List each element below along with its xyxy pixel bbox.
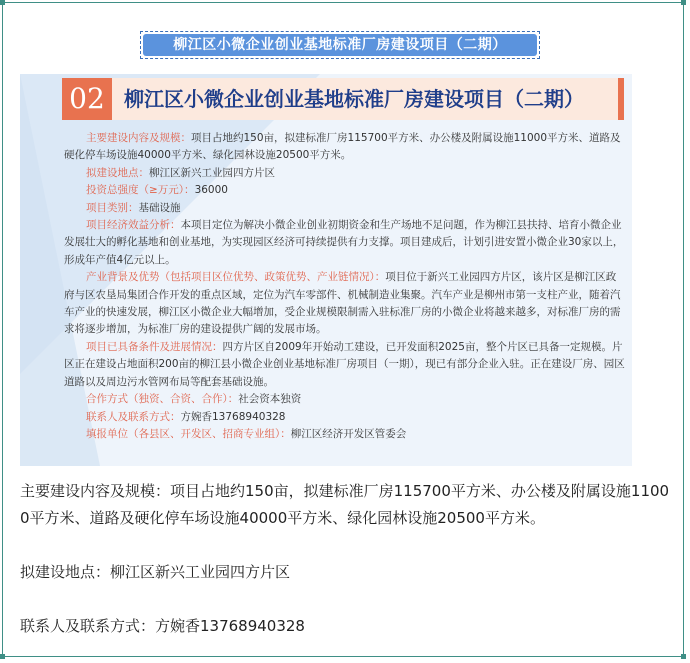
field-value: 柳江区新兴工业园四方片区	[149, 166, 275, 179]
card-banner	[62, 78, 624, 120]
field-location	[64, 165, 626, 182]
field-label: 合作方式（独资、合资、合作）：	[86, 393, 239, 406]
field-value: 36000	[194, 184, 228, 197]
frame-corner	[0, 0, 5, 5]
field-value: 项目占地约150亩，拟建标准厂房115700平方米、办公楼及附属设施11000平方米、道路及硬化停车场设施40000平方米、绿化园林设施20500平方米。	[64, 132, 621, 162]
frame-corner	[681, 654, 686, 659]
project-number: 02	[62, 78, 112, 120]
field-label: 主要建设内容及规模：	[86, 132, 191, 144]
field-label: 项目已具备条件及进展情况：	[86, 340, 223, 353]
field-value: 项目位于新兴工业园四方片区，该片区是柳江区政府与区农垦局集团合作开发的重点区域，定位为汽车零部件、机械制造业集聚。汽车产业是柳州市第一支柱产业，随着汽车产业的快速发展，柳江区小微企业大幅增加，受企业规模限制需入驻标准厂房的小微企业将越来越多，对标准厂房的需求将逐步增加，为标准厂房的建设提供广阔的发展市场。	[64, 271, 621, 336]
field-label: 项目经济效益分析：	[86, 219, 181, 232]
field-label: 投资总强度（≥万元）：	[86, 184, 195, 197]
field-value: 四方片区自2009年开始动工建设，已开发面积2025亩，整个片区已具备一定规模。片区正在建设占地面积200亩的柳江县小微企业创业基地标准厂房项目（一期），现已有部分企业入驻。正在建设厂房、园区道路以及周边污水管网布局等配套基础设施。	[64, 340, 625, 388]
frame-corner	[0, 654, 5, 659]
field-value: 基础设施	[138, 201, 181, 214]
field-progress	[64, 339, 626, 391]
summary-text	[20, 478, 670, 640]
header-box	[140, 31, 540, 59]
summary-location: 拟建设地点：柳江区新兴工业园四方片区	[20, 563, 291, 581]
field-background	[64, 269, 626, 339]
field-category	[64, 200, 626, 217]
field-value: 柳江区经济开发区管委会	[290, 427, 407, 440]
field-cooperation	[64, 391, 626, 408]
project-details	[64, 130, 626, 443]
field-label: 项目类别：	[86, 201, 139, 214]
field-value: 社会资本独资	[238, 393, 302, 406]
field-benefit	[64, 217, 626, 269]
project-card	[20, 74, 632, 466]
summary-contact: 联系人及联系方式：方婉香13768940328	[20, 617, 305, 635]
field-value: 本项目定位为解决小微企业创业初期资金和生产场地不足问题，作为柳江县扶持、培育小微企业发展壮大的孵化基地和创业基地，为实现园区经济可持续提供有力支撑。项目建成后，计划引进安置小微企业30家以上，形成年产值4亿元以上。	[64, 219, 624, 266]
field-scale	[64, 130, 626, 165]
field-investment	[64, 182, 626, 199]
field-label: 产业背景及优势（包括项目区位优势、政策优势、产业链情况）：	[86, 271, 386, 284]
header-title: 柳江区小微企业创业基地标准厂房建设项目（二期）	[143, 34, 537, 56]
project-title: 柳江区小微企业创业基地标准厂房建设项目（二期）	[124, 87, 584, 111]
field-contact	[64, 409, 626, 426]
field-unit	[64, 426, 626, 443]
field-label: 填报单位（各县区、开发区、招商专业组）：	[86, 427, 291, 440]
field-value: 方婉香13768940328	[180, 410, 286, 423]
summary-scale: 主要建设内容及规模：项目占地约150亩，拟建标准厂房115700平方米、办公楼及附属设施11000平方米、道路及硬化停车场设施40000平方米、绿化园林设施20500平方米。	[20, 482, 670, 527]
field-label: 联系人及联系方式：	[86, 410, 181, 423]
field-label: 拟建设地点：	[86, 166, 149, 179]
frame-corner	[681, 0, 686, 5]
